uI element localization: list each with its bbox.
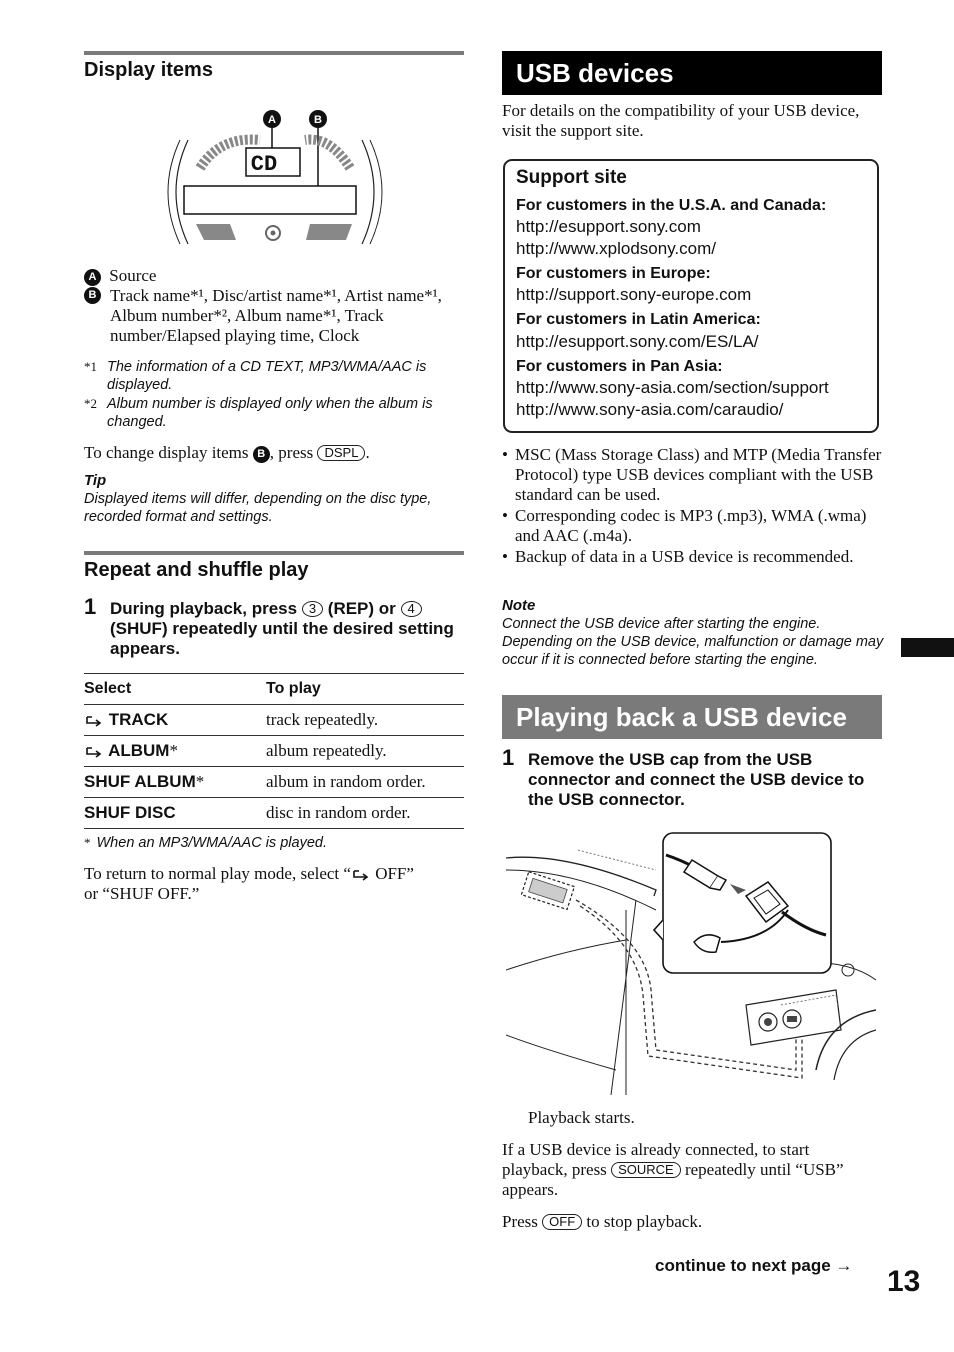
tip-heading: Tip (84, 472, 107, 489)
tip-text: Displayed items will differ, depending on the disc type, recorded format and settings. (84, 491, 432, 525)
usb-bullet-3: • Backup of data in a USB device is recommended. (502, 547, 882, 567)
row-select: TRACK (108, 710, 169, 729)
callout-b-letter: B (314, 114, 322, 126)
legend-b-label: Track name*¹, Disc/artist name*¹, Artist name*¹, Album number*², Album name*¹, Track number/Elapsed playing time, Clock (110, 286, 442, 345)
support-url[interactable]: http://esupport.sony.com/ES/LA/ (516, 332, 759, 351)
support-url[interactable]: http://www.xplodsony.com/ (516, 239, 716, 258)
step-number-repeat: 1 (84, 594, 97, 619)
callout-b-inline: B (253, 446, 270, 463)
repeat-shuffle-table (84, 673, 464, 829)
row-play: album repeatedly. (266, 736, 464, 767)
row-select: ALBUM (108, 741, 170, 760)
banner-usb-devices: USB devices (502, 51, 882, 95)
usb-connection-illustration (506, 830, 876, 1095)
table-row: ALBUM* album repeatedly. (84, 736, 464, 767)
support-region: For customers in Latin America: (516, 311, 761, 328)
section-rule-repeat (84, 551, 464, 555)
source-key[interactable]: SOURCE (611, 1162, 681, 1178)
legend-a (84, 266, 464, 286)
heading-repeat-shuffle: Repeat and shuffle play (84, 559, 309, 581)
heading-display-items: Display items (84, 59, 213, 81)
step-text-repeat: During playback, press 3 (REP) or 4 (SHUF) repeatedly until the desired setting appears. (110, 599, 454, 658)
page-number: 13 (887, 1265, 921, 1298)
repeat-icon (351, 869, 371, 881)
step-text-usb: Remove the USB cap from the USB connector and connect the USB device to the USB connector. (528, 750, 865, 809)
footnote-1-text: The information of a CD TEXT, MP3/WMA/AAC is displayed. (107, 359, 427, 393)
table-row (84, 705, 464, 736)
table-footnote: * When an MP3/WMA/AAC is played. (84, 835, 327, 851)
usb-intro: For details on the compatibility of your USB device, visit the support site. (502, 101, 860, 140)
banner-playing-back: Playing back a USB device (502, 695, 882, 739)
stop-instruction: Press OFF to stop playback. (502, 1212, 703, 1231)
support-url[interactable]: http://esupport.sony.com (516, 217, 701, 236)
repeat-icon (84, 715, 104, 727)
change-display-instruction: To change display items B , press DSPL . (84, 443, 370, 462)
row-play: album in random order. (266, 767, 464, 798)
repeat-icon (84, 746, 104, 758)
support-site-title: Support site (516, 167, 627, 188)
support-url[interactable]: http://www.sony-asia.com/section/support (516, 378, 829, 397)
section-rule-display-items (84, 51, 464, 55)
support-region: For customers in Pan Asia: (516, 358, 723, 375)
support-region: For customers in Europe: (516, 265, 711, 282)
callout-a-badge: A (84, 269, 101, 286)
footnote-2 (84, 395, 464, 431)
footnote-2-text: Album number is displayed only when the album is changed. (107, 396, 433, 430)
table-header-select: Select (84, 674, 266, 705)
key-3[interactable]: 3 (302, 601, 323, 617)
step-number-usb: 1 (502, 745, 515, 770)
footnote-1-mark: *1 (84, 359, 97, 374)
table-header-row (84, 674, 464, 705)
legend-b (84, 286, 464, 346)
note-text: Connect the USB device after starting the engine. Depending on the USB device, malfunction or damage may occur if it is connected before starting the engine. (502, 616, 884, 668)
table-header-play: To play (266, 674, 464, 705)
already-connected-instruction: If a USB device is already connected, to start playback, press SOURCE repeatedly until “USB” appears. (502, 1140, 844, 1199)
row-play: track repeatedly. (266, 705, 464, 736)
display-illustration (160, 106, 390, 248)
usb-bullet-1: • MSC (Mass Storage Class) and MTP (Media Transfer Protocol) type USB devices compliant with the USB standard can be used. (502, 445, 882, 505)
footnote-1 (84, 358, 464, 394)
table-row (84, 798, 464, 829)
row-select: SHUF DISC (84, 803, 176, 822)
key-4[interactable]: 4 (401, 601, 422, 617)
support-url[interactable]: http://www.sony-asia.com/caraudio/ (516, 400, 784, 419)
row-play: disc in random order. (266, 798, 464, 829)
callout-b-badge: B (84, 287, 101, 304)
note-heading: Note (502, 597, 536, 614)
section-tab-marker (901, 638, 954, 657)
table-row: SHUF ALBUM* album in random order. (84, 767, 464, 798)
dspl-key[interactable]: DSPL (317, 445, 365, 461)
usb-bullet-2: • Corresponding codec is MP3 (.mp3), WMA (.wma) and AAC (.m4a). (502, 506, 882, 546)
legend-a-label: Source (109, 266, 157, 285)
row-select: SHUF ALBUM (84, 772, 196, 791)
off-key[interactable]: OFF (542, 1214, 582, 1230)
return-normal-instruction: To return to normal play mode, select “ OFF” or “SHUF OFF.” (84, 864, 414, 903)
footnote-2-mark: *2 (84, 396, 97, 411)
callout-a-letter: A (268, 114, 276, 126)
arrow-right-icon: → (835, 1256, 853, 1275)
lcd-source-text: CD (250, 152, 278, 177)
support-region: For customers in the U.S.A. and Canada: (516, 197, 827, 214)
continue-to-next-page: continue to next page → (655, 1256, 853, 1275)
support-url[interactable]: http://support.sony-europe.com (516, 285, 752, 304)
playback-starts: Playback starts. (528, 1108, 635, 1127)
